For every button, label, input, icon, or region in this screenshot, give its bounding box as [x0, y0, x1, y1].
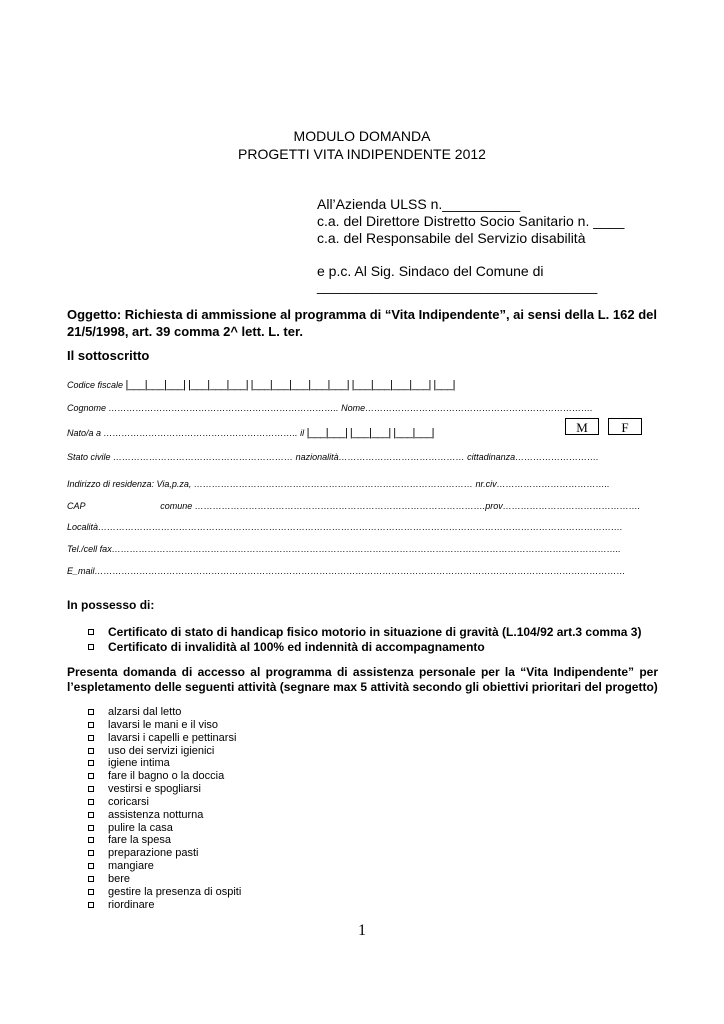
email-row	[67, 565, 658, 577]
codice-fiscale-row	[67, 378, 658, 392]
activity-label: lavarsi i capelli e pettinarsi	[108, 731, 237, 744]
tel-field[interactable]: ……………………………………………………………………………………………………………………………………………………..	[111, 544, 621, 554]
activities-list	[88, 706, 241, 912]
nrciv-field[interactable]: ………………………………..	[496, 479, 610, 489]
nazionalita-label: nazionalità	[295, 452, 339, 462]
activity-label: fare il bagno o la doccia	[108, 770, 225, 783]
nato-row	[67, 426, 547, 440]
checkbox-icon[interactable]	[88, 773, 94, 779]
recipient-director: c.a. del Direttore Distretto Socio Sanitario n. ____	[317, 213, 625, 229]
stato-civile-field[interactable]: ……………………………………………………	[113, 452, 294, 462]
possesso-list	[88, 625, 641, 655]
comune-label: comune	[160, 501, 193, 511]
checkbox-icon[interactable]	[88, 629, 94, 635]
activity-label: mangiare	[108, 860, 154, 873]
activity-label: pulire la casa	[108, 821, 173, 834]
checkbox-icon[interactable]	[88, 850, 94, 856]
indirizzo-field[interactable]: …………………………………………………………………………………	[193, 479, 473, 489]
recipient-ulss: All’Azienda ULSS n.__________	[317, 196, 521, 212]
recipient-mayor-line: ____________________________________	[317, 278, 598, 294]
list-item	[88, 745, 241, 758]
indirizzo-row	[67, 478, 658, 490]
list-item	[88, 886, 241, 899]
stato-civile-label: Stato civile	[67, 452, 111, 462]
localita-label: Località	[67, 522, 99, 532]
subject: Oggetto: Richiesta di ammissione al programma di “Vita Indipendente”, ai sensi della L. 162 del 21/5/1998, art. 39 comma 2^ lett. L. ter.	[67, 307, 657, 339]
checkbox-icon[interactable]	[88, 837, 94, 843]
recipient-mayor: e p.c. Al Sig. Sindaco del Comune di	[317, 263, 544, 279]
possesso-heading: In possesso di:	[67, 598, 155, 612]
comune-field[interactable]: …………………………………………………………………………………….	[194, 501, 486, 511]
localita-row	[67, 521, 658, 533]
page-number: 1	[358, 922, 366, 939]
checkbox-icon[interactable]	[88, 722, 94, 728]
tel-label: Tel./cell fax	[67, 544, 112, 554]
checkbox-icon[interactable]	[88, 644, 94, 650]
activity-label: uso dei servizi igienici	[108, 744, 215, 757]
list-item	[88, 822, 241, 835]
checkbox-icon[interactable]	[88, 812, 94, 818]
activity-label: preparazione pasti	[108, 847, 199, 860]
list-item	[88, 770, 241, 783]
list-item	[88, 834, 241, 847]
presenta-paragraph: Presenta domanda di accesso al programma di assistenza personale per la “Vita Indipendente” per l’espletamento delle seguenti attività (segnare max 5 attività secondo gli obiettivi prioritari del progetto)	[67, 665, 658, 694]
indirizzo-label: Indirizzo di residenza: Via,p.za,	[67, 479, 192, 489]
activity-label: bere	[108, 872, 131, 885]
activity-label: fare la spesa	[108, 834, 171, 847]
possesso-item-2: Certificato di invalidità al 100% ed indennità di accompagnamento	[108, 640, 485, 654]
list-item	[88, 719, 241, 732]
list-item	[88, 706, 241, 719]
nato-field[interactable]: ………………………………………………………..	[103, 428, 298, 438]
form-subtitle: PROGETTI VITA INDIPENDENTE 2012	[238, 146, 486, 162]
email-label: E_mail	[67, 566, 95, 576]
checkbox-icon[interactable]	[88, 902, 94, 908]
prov-field[interactable]: ……………………………………….	[502, 501, 641, 511]
codice-fiscale-label: Codice fiscale	[67, 380, 124, 390]
checkbox-icon[interactable]	[88, 735, 94, 741]
list-item	[88, 640, 641, 655]
activity-label: coricarsi	[108, 795, 149, 808]
activity-label: igiene intima	[108, 757, 170, 770]
localita-field[interactable]: ………………………………………………………………………………………………………………………………………………………….	[98, 522, 623, 532]
activity-label: lavarsi le mani e il viso	[108, 718, 219, 731]
form-title: MODULO DOMANDA	[293, 128, 431, 144]
recipient-manager: c.a. del Responsabile del Servizio disabilità	[317, 230, 586, 246]
cognome-nome-row	[67, 402, 658, 414]
checkbox-icon[interactable]	[88, 748, 94, 754]
nome-label: Nome	[341, 403, 366, 413]
undersigned-heading: Il sottoscritto	[67, 348, 150, 363]
list-item	[88, 757, 241, 770]
list-item	[88, 625, 641, 640]
possesso-item-1: Certificato di stato di handicap fisico motorio in situazione di gravità (L.104/92 art.3 comma 3)	[108, 625, 642, 639]
il-label: il	[300, 428, 305, 438]
checkbox-icon[interactable]	[88, 863, 94, 869]
cognome-label: Cognome	[67, 403, 107, 413]
checkbox-icon[interactable]	[88, 825, 94, 831]
checkbox-icon[interactable]	[88, 786, 94, 792]
activity-label: riordinare	[108, 898, 155, 911]
activity-label: gestire la presenza di ospiti	[108, 885, 242, 898]
checkbox-icon[interactable]	[88, 876, 94, 882]
activity-label: alzarsi dal letto	[108, 706, 182, 718]
cittadinanza-field[interactable]: ……………………….	[515, 452, 599, 462]
nazionalita-field[interactable]: ……………………………………	[338, 452, 465, 462]
sex-m-box[interactable]: M	[565, 418, 599, 435]
codice-fiscale-boxes[interactable]: |___|___|___| |___|___|___| |___|___|___|___|___| |___|___|___|___| |___|	[125, 379, 455, 391]
checkbox-icon[interactable]	[88, 889, 94, 895]
list-item	[88, 809, 241, 822]
cap-row	[67, 500, 658, 512]
email-field[interactable]: ……………………………………………………………………………………………………………………………………………………………	[94, 566, 626, 576]
nrciv-label: nr.civ	[475, 479, 497, 489]
cognome-field[interactable]: …………………………………………………………………..	[108, 403, 339, 413]
checkbox-icon[interactable]	[88, 709, 94, 715]
list-item	[88, 732, 241, 745]
checkbox-icon[interactable]	[88, 799, 94, 805]
list-item	[88, 796, 241, 809]
sex-f-box[interactable]: F	[608, 418, 642, 435]
birth-date-boxes[interactable]: |___|___| |___|___| |___|___|	[306, 427, 435, 439]
cittadinanza-label: cittadinanza	[467, 452, 516, 462]
activity-label: assistenza notturna	[108, 808, 204, 821]
stato-civile-row	[67, 451, 658, 463]
activity-label: vestirsi e spogliarsi	[108, 783, 201, 796]
cap-label: CAP	[67, 501, 86, 511]
checkbox-icon[interactable]	[88, 760, 94, 766]
nato-label: Nato/a a	[67, 428, 102, 438]
list-item	[88, 847, 241, 860]
prov-label: prov	[485, 501, 503, 511]
list-item	[88, 860, 241, 873]
nome-field[interactable]: ………………………………………………………………….	[365, 403, 593, 413]
list-item	[88, 873, 241, 886]
list-item	[88, 783, 241, 796]
list-item	[88, 899, 241, 912]
tel-row	[67, 543, 658, 555]
